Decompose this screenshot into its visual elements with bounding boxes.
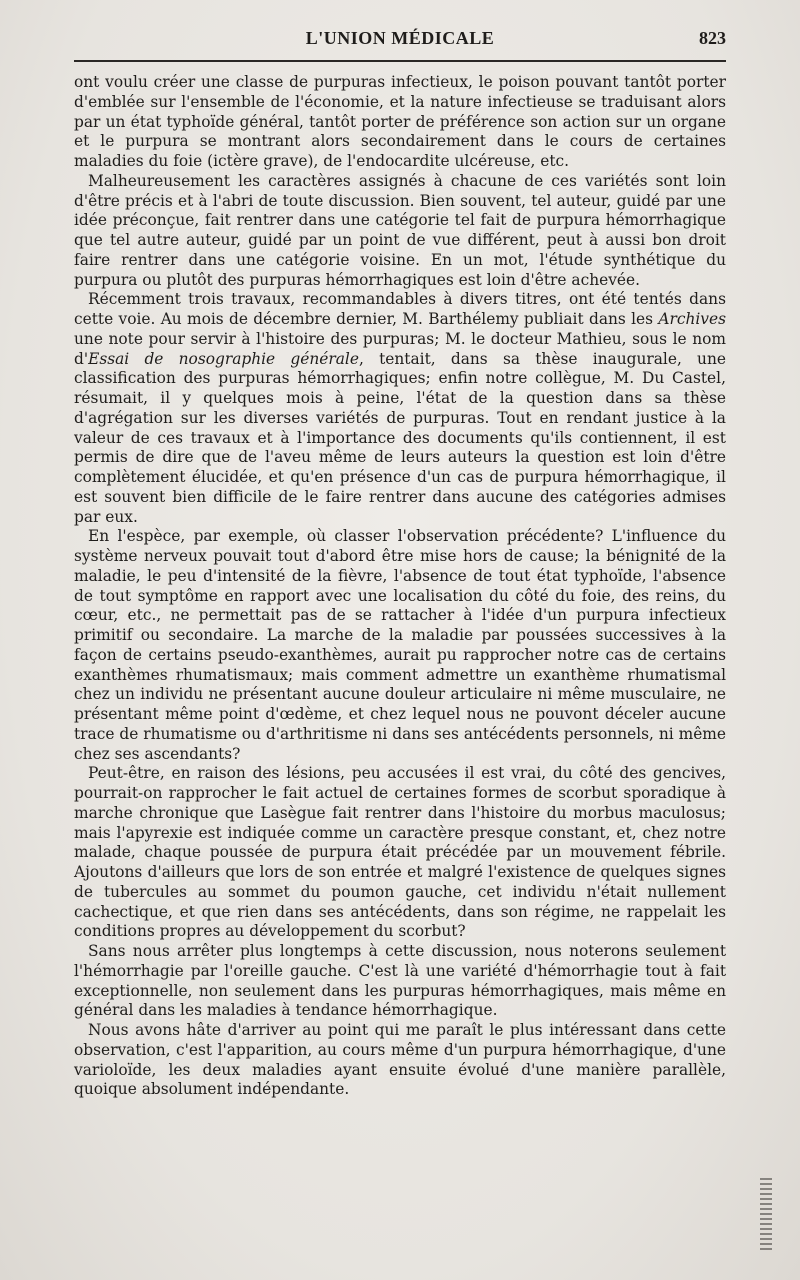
paragraph-3-part-1: Récemment trois travaux, recommandables à divers titres, ont été tentés dans cette voie. Au mois de décembre dernier, M. Barthélemy publiait dans les (74, 290, 726, 328)
paragraph-3 (74, 290, 726, 527)
running-header (74, 28, 726, 54)
paragraph-1: ont voulu créer une classe de purpuras infectieux, le poison pouvant tantôt porter d'emblée sur l'ensemble de l'économie, et la nature infectieuse se traduisant alors par un état typhoïde général, tantôt porter de préférence son action sur un organe et le purpura se montrant alors secondairement dans le cours de certaines maladies du foie (ictère grave), de l'endocardite ulcéreuse, etc. (74, 73, 726, 170)
paragraph-7: Nous avons hâte d'arriver au point qui me paraît le plus intéressant dans cette observation, c'est l'apparition, au cours même d'un purpura hémorrhagique, d'une varioloïde, les deux maladies ayant ensuite évolué d'une manière parallèle, quoique absolument indépendante. (74, 1021, 726, 1099)
paragraph-2: Malheureusement les caractères assignés à chacune de ces variétés sont loin d'être précis et à l'abri de toute discussion. Bien souvent, tel auteur, guidé par une idée préconçue, fait rentrer dans une catégorie tel fait de purpura hémorrhagique que tel autre auteur, guidé par un point de vue différent, peut à aussi bon droit faire rentrer dans une catégorie voisine. En un mot, l'étude synthétique du purpura ou plutôt des purpuras hémorrhagiques est loin d'être achevée. (74, 171, 726, 289)
journal-title: L'UNION MÉDICALE (305, 28, 495, 48)
article-body (74, 73, 726, 1100)
paragraph-3-part-2: une note pour servir à l'histoire des purpuras; M. le docteur Mathieu, sous le nom d' (74, 329, 726, 368)
essai-title: Essai de nosographie générale (88, 349, 359, 368)
archives-title: Archives (658, 310, 726, 328)
paragraph-5: Peut-être, en raison des lésions, peu accusées il est vrai, du côté des gencives, pourrait-on rapprocher le fait actuel de certaines formes de scorbut sporadique à marche chronique que Lasègue fait rentrer dans l'histoire du morbus maculosus; mais l'apyrexie est indiquée comme un caractère presque constant, et, chez notre malade, chaque poussée de purpura était précédée par un mouvement fébrile. Ajoutons d'ailleurs que lors de son entrée et malgré l'existence de quelques signes de tubercules au sommet du poumon gauche, cet individu n'était nullement cachectique, et que rien dans ses antécédents, dans son régime, ne rappelait les conditions propres au développement du scorbut? (74, 764, 726, 941)
paragraph-3-part-3: , tentait, dans sa thèse inaugurale, une classification des purpuras hémorrhagiques; enfin notre collègue, M. Du Castel, résumait, il y quelques mois à peine, l'état de la question dans sa thèse d'agrégation sur les diverses variétés de purpuras. Tout en rendant justice à la valeur de ces travaux et à l'importance des documents qu'ils contiennent, il est permis de dire que de l'aveu même de leurs auteurs la question est loin d'être complètement élucidée, et qu'en présence d'un cas de purpura hémorrhagique, il est souvent bien difficile de le faire rentrer dans aucune des catégories admises par eux. (74, 349, 726, 526)
paragraph-6: Sans nous arrêter plus longtemps à cette discussion, nous noterons seulement l'hémorrhagie par l'oreille gauche. C'est là une variété d'hémorrhagie tout à fait exceptionnelle, non seulement dans les purpuras hémorrhagiques, mais même en général dans les maladies à tendance hémorrhagique. (74, 942, 726, 1020)
header-rule (74, 60, 726, 62)
binding-margin-mark (760, 1178, 772, 1250)
paragraph-4: En l'espèce, par exemple, où classer l'observation précédente? L'influence du système nerveux pouvait tout d'abord être mise hors de cause; la bénignité de la maladie, le peu d'intensité de la fièvre, l'absence de tout état typhoïde, l'absence de tout symptôme en rapport avec une localisation du côté du foie, des reins, du cœur, etc., ne permettait pas de se rattacher à l'idée d'un purpura infectieux primitif ou secondaire. La marche de la maladie par poussées successives à la façon de certains pseudo-exanthèmes, aurait pu rapprocher notre cas de certains exanthèmes rhumatismaux; mais comment admettre un exanthème rhumatismal chez un individu ne présentant aucune douleur articulaire ni même musculaire, ne présentant même point d'œdème, et chez lequel nous ne pouvont déceler aucune trace de rhumatisme ou d'arthritisme ni dans ses antécédents personnels, ni même chez ses ascendants? (74, 527, 726, 763)
page-number: 823 (699, 28, 726, 48)
